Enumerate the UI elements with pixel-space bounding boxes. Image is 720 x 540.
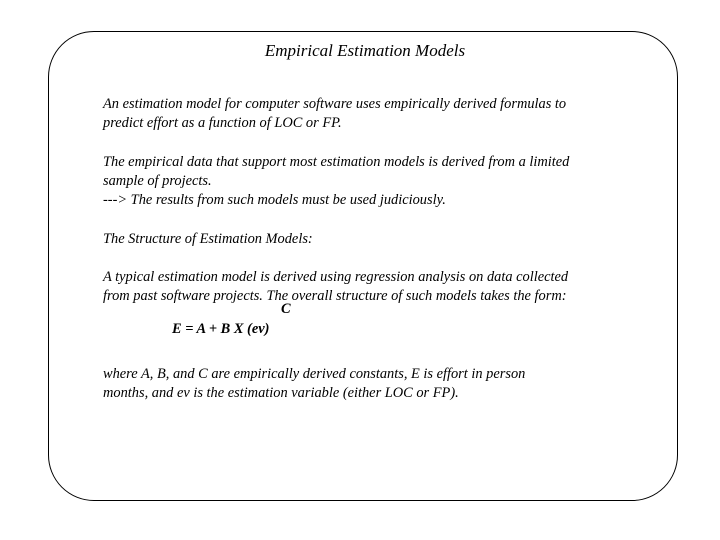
paragraph-constants	[103, 365, 673, 403]
paragraph-typical-model	[103, 268, 673, 306]
paragraph-line: where A, B, and C are empirically derived constants, E is effort in person	[103, 366, 526, 382]
slide-title: Empirical Estimation Models	[264, 41, 466, 60]
paragraph-line: from past software projects. The overall structure of such models takes the form:	[103, 288, 567, 304]
paragraph-estimation-model	[103, 95, 673, 133]
section-heading-structure	[103, 230, 673, 249]
formula-exponent: C	[281, 301, 291, 317]
paragraph-line: An estimation model for computer software uses empirically derived formulas to	[103, 96, 567, 112]
paragraph-line: predict effort as a function of LOC or FP.	[103, 115, 342, 131]
paragraph-empirical-data	[103, 153, 673, 210]
paragraph-line: The empirical data that support most estimation models is derived from a limited	[103, 154, 570, 170]
paragraph-line: ---> The results from such models must be used judiciously.	[103, 192, 446, 208]
formula-equation: E = A + B X (ev)	[172, 321, 270, 337]
paragraph-line: months, and ev is the estimation variable (either LOC or FP).	[103, 385, 459, 401]
paragraph-line: The Structure of Estimation Models:	[103, 231, 313, 247]
paragraph-line: sample of projects.	[103, 173, 212, 189]
paragraph-line: A typical estimation model is derived using regression analysis on data collected	[103, 269, 569, 285]
